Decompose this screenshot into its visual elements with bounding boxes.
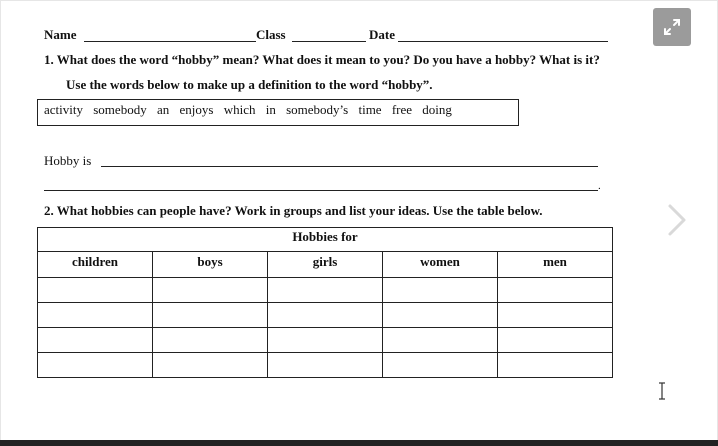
table-cell	[498, 328, 613, 353]
hobby-is-label: Hobby is	[44, 153, 92, 168]
date-label: Date	[369, 27, 395, 42]
table-cell	[383, 328, 498, 353]
table-cell	[153, 353, 268, 378]
table-row	[38, 353, 613, 378]
bottom-bar	[0, 440, 718, 446]
expand-icon	[662, 17, 682, 37]
word: enjoys	[179, 102, 214, 117]
table-cell	[268, 303, 383, 328]
table-cell	[383, 278, 498, 303]
column-header-men: men	[498, 252, 613, 278]
table-cell	[38, 278, 153, 303]
word: time	[358, 102, 382, 117]
word: in	[265, 102, 276, 117]
hobby-end-mark: .	[598, 180, 601, 192]
text-cursor-icon	[657, 381, 667, 401]
table-cell	[498, 353, 613, 378]
table-cell	[498, 303, 613, 328]
word: free	[391, 102, 413, 117]
date-blank	[398, 41, 608, 42]
hobbies-table	[37, 227, 613, 378]
table-cell	[153, 328, 268, 353]
chevron-right-icon[interactable]	[664, 202, 688, 238]
table-cell	[153, 278, 268, 303]
table-cell	[38, 303, 153, 328]
table-row	[38, 278, 613, 303]
word: which	[223, 102, 256, 117]
question-1-line-2: Use the words below to make up a definition to the word “hobby”.	[66, 77, 433, 92]
column-header-boys: boys	[153, 252, 268, 278]
table-cell	[153, 303, 268, 328]
table-row	[38, 303, 613, 328]
word: somebody	[93, 102, 147, 117]
table-cell	[383, 353, 498, 378]
column-header-children: children	[38, 252, 153, 278]
word: somebody’s	[286, 102, 349, 117]
table-cell	[498, 278, 613, 303]
table-cell	[38, 353, 153, 378]
table-cell	[268, 278, 383, 303]
class-label: Class	[256, 27, 286, 42]
word: doing	[422, 102, 452, 117]
table-title: Hobbies for	[38, 228, 613, 252]
table-cell	[38, 328, 153, 353]
column-header-women: women	[383, 252, 498, 278]
word-bank	[37, 99, 519, 126]
question-2: 2. What hobbies can people have? Work in groups and list your ideas. Use the table below.	[44, 203, 543, 218]
name-label: Name	[44, 27, 77, 42]
expand-button[interactable]	[653, 8, 691, 46]
word: activity	[44, 102, 83, 117]
table-cell	[268, 353, 383, 378]
table-cell	[268, 328, 383, 353]
class-blank	[292, 41, 366, 42]
question-1-line-1: 1. What does the word “hobby” mean? What does it mean to you? Do you have a hobby? What is it?	[44, 52, 600, 67]
column-header-girls: girls	[268, 252, 383, 278]
name-blank	[84, 41, 256, 42]
hobby-answer-line-2	[44, 190, 598, 191]
table-cell	[383, 303, 498, 328]
word: an	[156, 102, 170, 117]
table-row	[38, 328, 613, 353]
hobby-answer-line-1	[101, 166, 598, 167]
